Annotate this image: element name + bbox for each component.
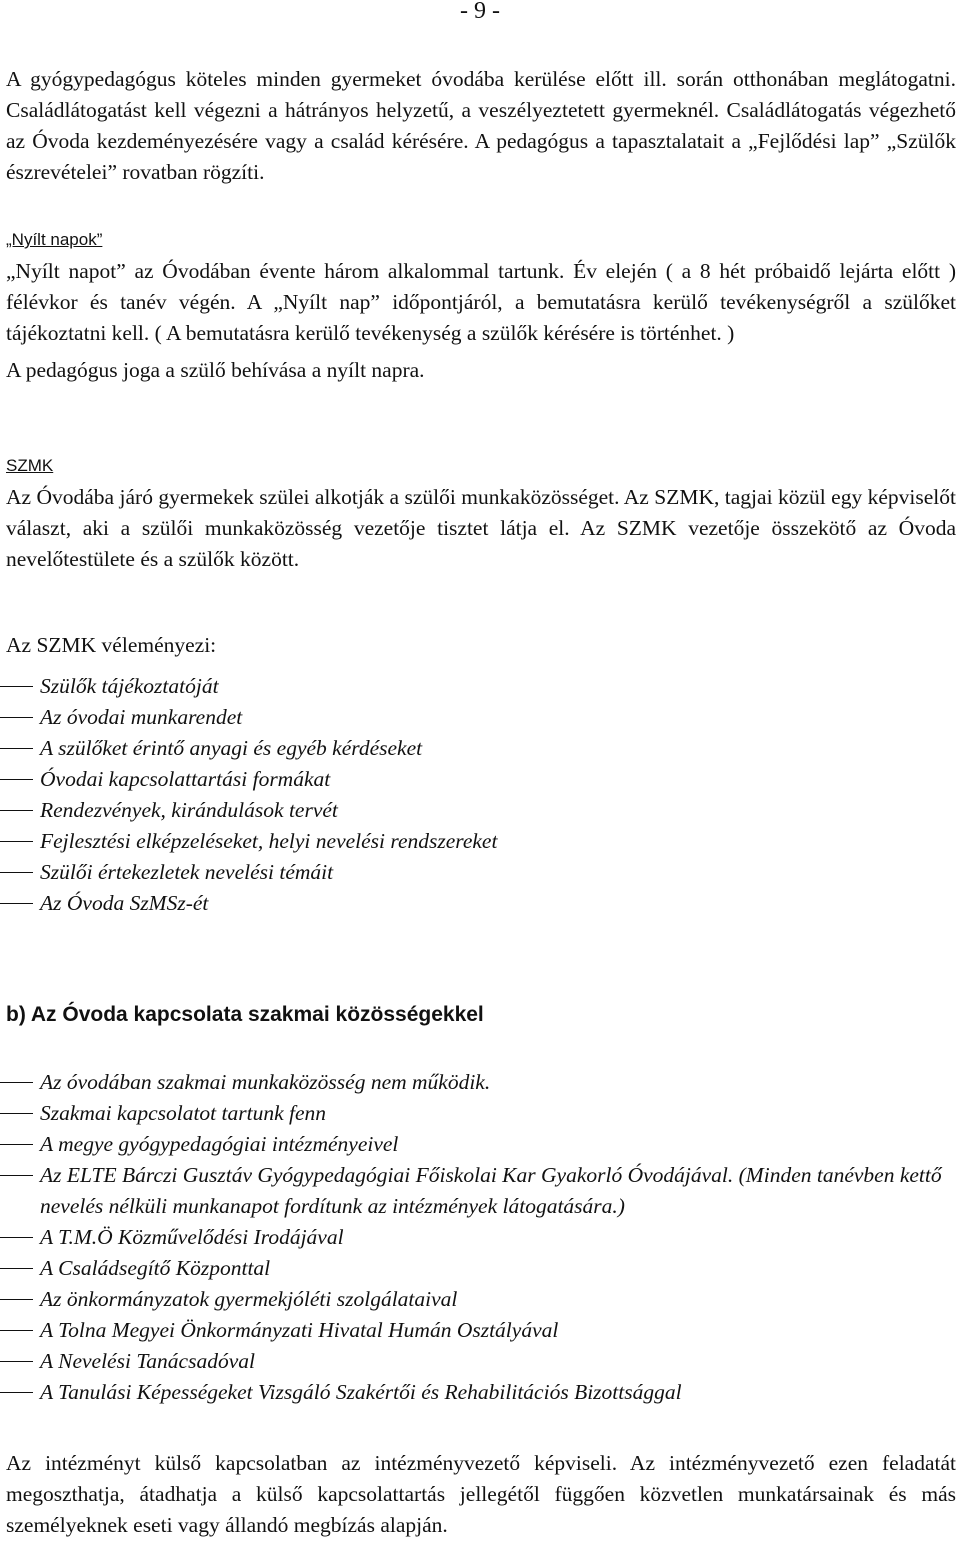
dash-marker bbox=[0, 1175, 33, 1176]
dash-marker bbox=[0, 779, 33, 780]
list-item-text: Szülők tájékoztatóját bbox=[40, 674, 219, 698]
list-item-text: A Családsegítő Központtal bbox=[40, 1256, 271, 1280]
list-item-text: Fejlesztési elképzeléseket, helyi nevelési rendszereket bbox=[40, 829, 498, 853]
list-item-text: A Tanulási Képességeket Vizsgáló Szakértői és Rehabilitációs Bizottsággal bbox=[40, 1380, 682, 1404]
list-item bbox=[0, 1346, 958, 1377]
list-item bbox=[0, 1129, 958, 1160]
list-item-text: A T.M.Ö Közművelődési Irodájával bbox=[40, 1225, 344, 1249]
dash-marker bbox=[0, 872, 33, 873]
list-item bbox=[0, 1098, 958, 1129]
section-b-list bbox=[0, 1067, 958, 1408]
dash-marker bbox=[0, 1330, 33, 1331]
list-item-text: A Nevelési Tanácsadóval bbox=[40, 1349, 255, 1373]
nyilt-napok-heading: „Nyílt napok” bbox=[6, 230, 103, 249]
list-item-text: Rendezvények, kirándulások tervét bbox=[40, 798, 338, 822]
dash-marker bbox=[0, 717, 33, 718]
list-item-text: Az Óvoda SzMSz-ét bbox=[40, 891, 209, 915]
list-item bbox=[0, 826, 958, 857]
szmk-paragraph: Az Óvodába járó gyermekek szülei alkotják a szülői munkaközösséget. Az SZMK, tagjai közül egy képviselőt választ, aki a szülői munkaközösség vezetője tisztet látja el. Az SZMK vezetője összekötő az Óvoda nevelőtestülete és a szülők között. bbox=[6, 485, 956, 571]
closing-paragraph: Az intézményt külső kapcsolatban az intézményvezető képviseli. Az intézményvezető ezen feladatát megoszthatja, átadhatja a külső kapcsolattartás jellegétől függően közvetlen munkatársainak és más személyeknek eseti vagy állandó megbízás alapján. bbox=[6, 1451, 956, 1537]
list-item bbox=[0, 1284, 958, 1315]
closing-section bbox=[6, 1448, 956, 1541]
list-item-text: Szakmai kapcsolatot tartunk fenn bbox=[40, 1101, 327, 1125]
list-item-text: Az óvodai munkarendet bbox=[40, 705, 243, 729]
nyilt-napok-paragraph: „Nyílt napot” az Óvodában évente három alkalommal tartunk. Év elején ( a 8 hét próbaidő lejárta előtt ) félévkor és tanév végén. A „Nyílt nap” időpontjáról, a bemutatásra kerülő tevékenységről a szülőket tájékoztatni kell. ( A bemutatásra kerülő tevékenység a szülők kérésére is történhet. ) bbox=[6, 259, 956, 345]
nyilt-napok-right: A pedagógus joga a szülő behívása a nyílt napra. bbox=[6, 358, 425, 382]
list-item bbox=[0, 733, 958, 764]
list-item-text: A megye gyógypedagógiai intézményeivel bbox=[40, 1132, 399, 1156]
list-item-text: Óvodai kapcsolattartási formákat bbox=[40, 767, 331, 791]
list-item bbox=[0, 857, 958, 888]
dash-marker bbox=[0, 1392, 33, 1393]
section-b-title: b) Az Óvoda kapcsolata szakmai közösségekkel bbox=[6, 1003, 484, 1026]
nyilt-napok-section bbox=[6, 256, 956, 386]
list-item bbox=[0, 1160, 958, 1222]
list-item bbox=[0, 795, 958, 826]
szmk-opinion-intro-block bbox=[6, 630, 956, 661]
dash-marker bbox=[0, 1361, 33, 1362]
intro-section bbox=[6, 64, 956, 188]
szmk-heading: SZMK bbox=[6, 456, 54, 475]
dash-marker bbox=[0, 841, 33, 842]
intro-paragraph: A gyógypedagógus köteles minden gyermeket óvodába kerülése előtt ill. során otthonában meglátogatni. Családlátogatást kell végezni a hátrányos helyzetű, a veszélyeztetett gyermeknél. Családlátogatás végezhető az Óvoda kezdeményezésére vagy a család kérésére. A pedagógus a tapasztalatait a „Fejlődési lap” „Szülők észrevételei” rovatban rögzíti. bbox=[6, 67, 956, 184]
dash-marker bbox=[0, 748, 33, 749]
list-item bbox=[0, 1067, 958, 1098]
list-item bbox=[0, 764, 958, 795]
list-item bbox=[0, 671, 958, 702]
dash-marker bbox=[0, 1113, 33, 1114]
dash-marker bbox=[0, 1299, 33, 1300]
dash-marker bbox=[0, 903, 33, 904]
list-item bbox=[0, 888, 958, 919]
list-item bbox=[0, 702, 958, 733]
list-item bbox=[0, 1315, 958, 1346]
list-item bbox=[0, 1222, 958, 1253]
dash-marker bbox=[0, 1268, 33, 1269]
list-item-text: A Tolna Megyei Önkormányzati Hivatal Humán Osztályával bbox=[40, 1318, 559, 1342]
list-item bbox=[0, 1253, 958, 1284]
szmk-section bbox=[6, 482, 956, 575]
dash-marker bbox=[0, 686, 33, 687]
list-item bbox=[0, 1377, 958, 1408]
dash-marker bbox=[0, 1144, 33, 1145]
dash-marker bbox=[0, 810, 33, 811]
list-item-text: Szülői értekezletek nevelési témáit bbox=[40, 860, 334, 884]
dash-marker bbox=[0, 1237, 33, 1238]
page-number: - 9 - bbox=[460, 0, 500, 24]
list-item-text: Az óvodában szakmai munkaközösség nem működik. bbox=[40, 1070, 491, 1094]
szmk-opinion-intro: Az SZMK véleményezi: bbox=[6, 633, 217, 657]
szmk-opinion-list bbox=[0, 671, 958, 919]
list-item-text: A szülőket érintő anyagi és egyéb kérdéseket bbox=[40, 736, 423, 760]
dash-marker bbox=[0, 1082, 33, 1083]
list-item-text: Az ELTE Bárczi Gusztáv Gyógypedagógiai Főiskolai Kar Gyakorló Óvodájával. (Minden tanévben kettő nevelés nélküli munkanapot fordítunk az intézmények látogatására.) bbox=[40, 1163, 942, 1218]
list-item-text: Az önkormányzatok gyermekjóléti szolgálataival bbox=[40, 1287, 458, 1311]
